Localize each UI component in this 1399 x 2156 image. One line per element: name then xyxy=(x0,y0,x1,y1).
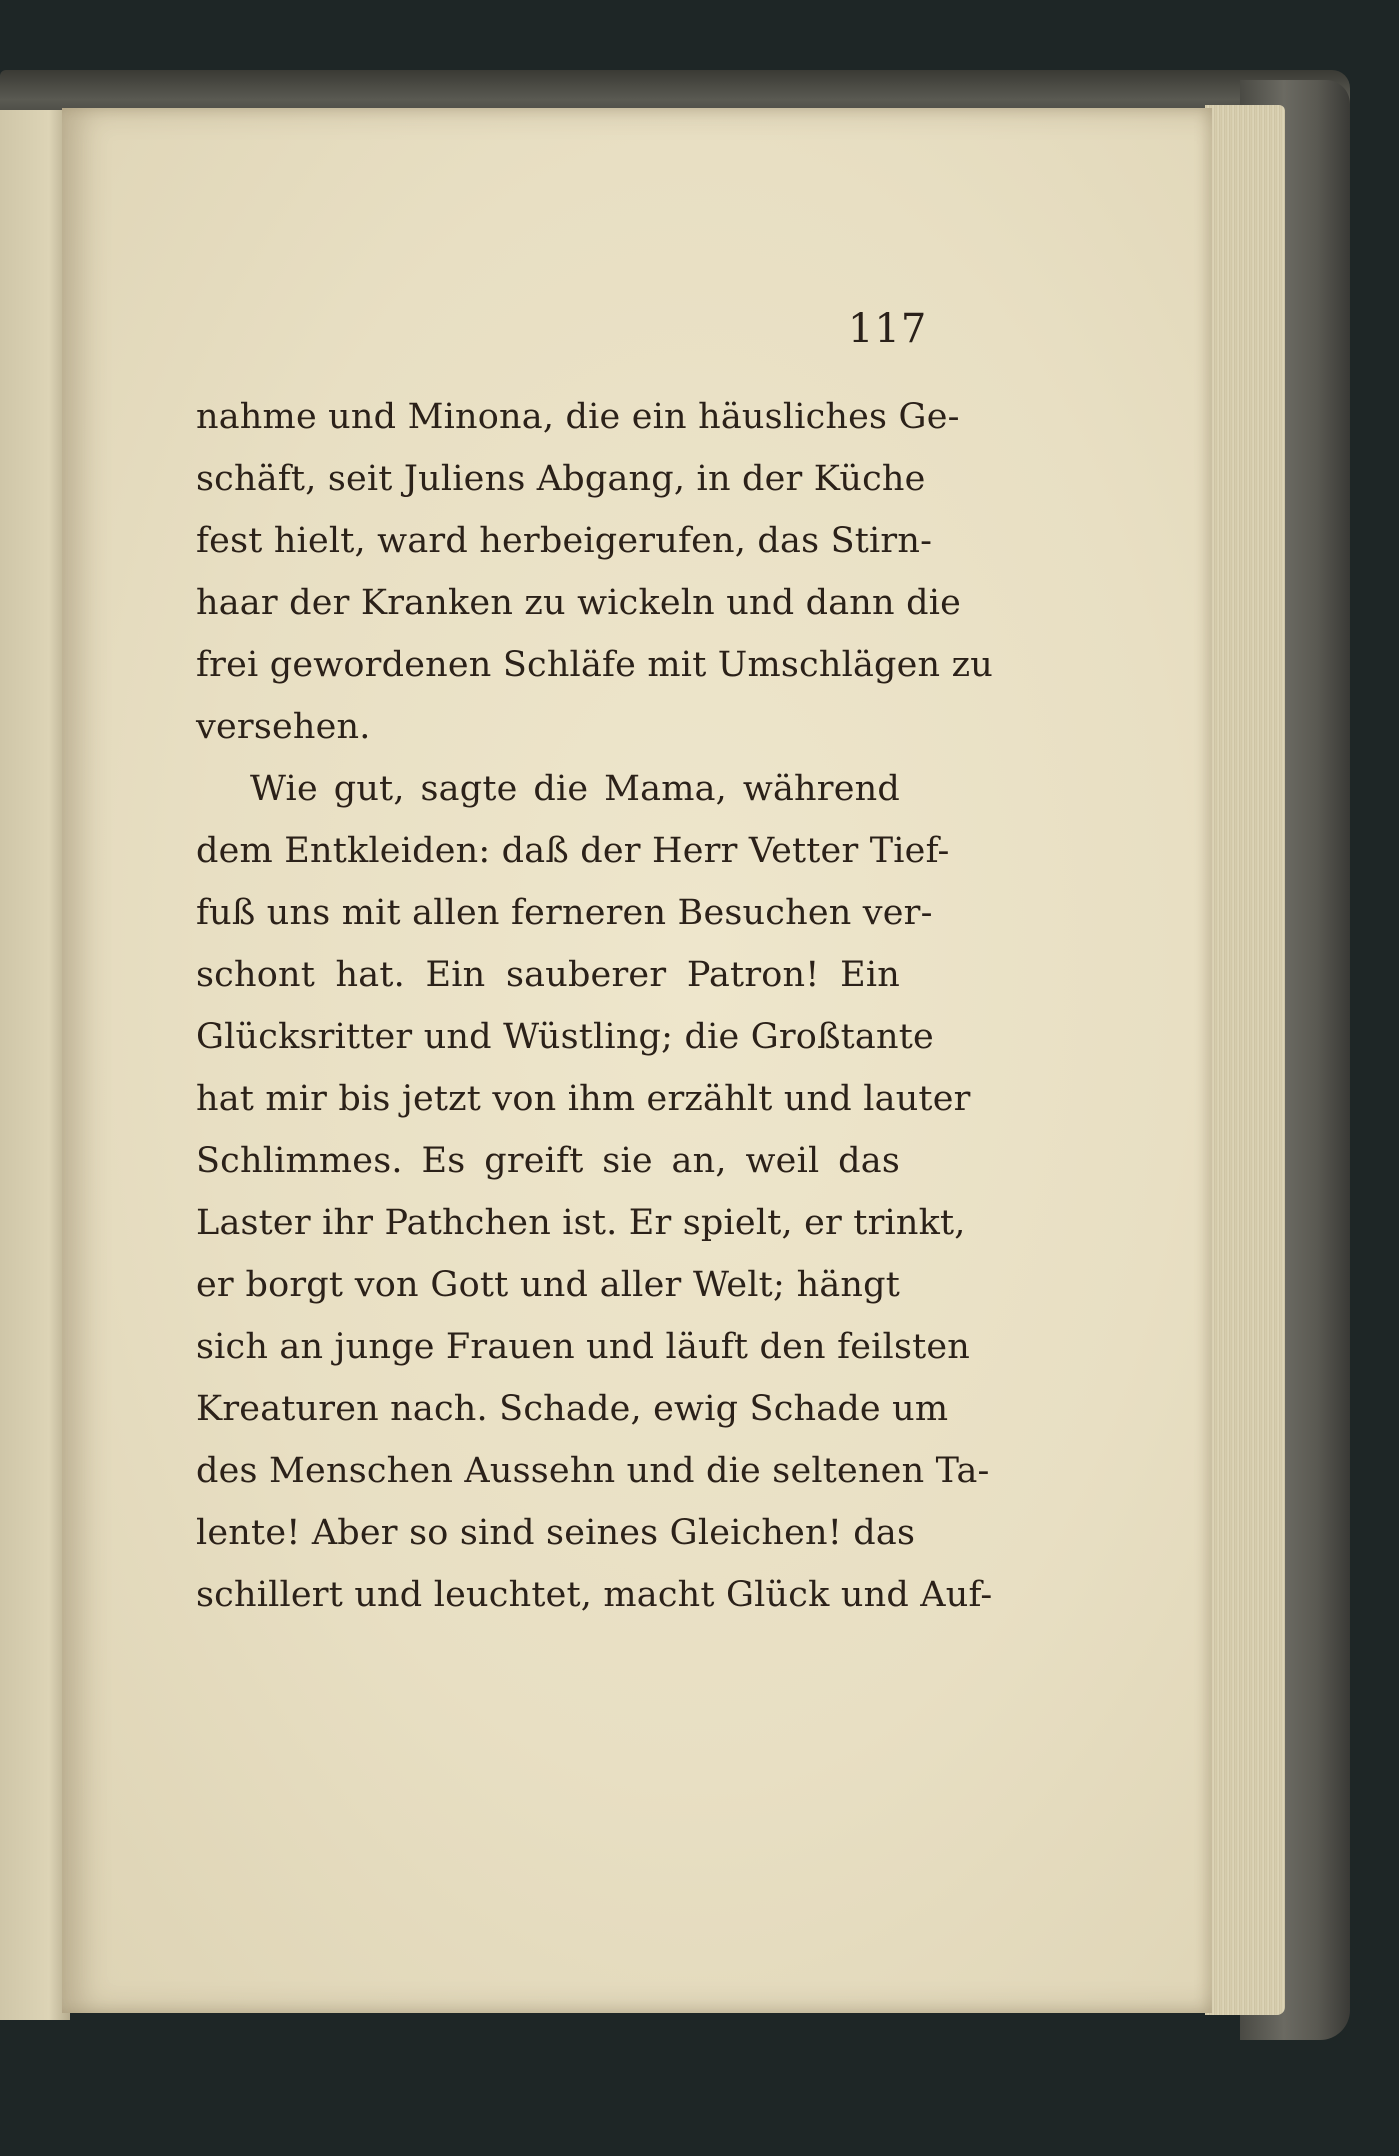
text-line: dem Entkleiden: daß der Herr Vetter Tief- xyxy=(196,831,950,871)
page-number: 117 xyxy=(848,306,928,352)
text-line: hat mir bis jetzt von ihm erzählt und lauter xyxy=(196,1079,971,1119)
text-line: nahme und Minona, die ein häusliches Ge- xyxy=(196,397,960,437)
text-line: schäft, seit Juliens Abgang, in der Küche xyxy=(196,459,926,499)
text-line: sich an junge Frauen und läuft den feilsten xyxy=(196,1327,971,1367)
text-line: Laster ihr Pathchen ist. Er spielt, er trinkt, xyxy=(196,1203,966,1243)
previous-page-edge xyxy=(0,110,70,2020)
paragraph-1 xyxy=(196,386,993,758)
text-line: schont hat. Ein sauberer Patron! Ein xyxy=(196,955,900,995)
text-line: des Menschen Aussehn und die seltenen Ta- xyxy=(196,1451,990,1491)
text-line: Schlimmes. Es greift sie an, weil das xyxy=(196,1141,900,1181)
text-line: er borgt von Gott und aller Welt; hängt xyxy=(196,1265,900,1305)
text-line: versehen. xyxy=(196,707,371,747)
text-line: haar der Kranken zu wickeln und dann die xyxy=(196,583,962,623)
text-line: schillert und leuchtet, macht Glück und Auf- xyxy=(196,1575,993,1615)
paragraph-2 xyxy=(196,758,993,1626)
page-edges xyxy=(1205,105,1285,2015)
text-line: lente! Aber so sind seines Gleichen! das xyxy=(196,1513,916,1553)
text-line: fest hielt, ward herbeigerufen, das Stirn- xyxy=(196,521,933,561)
text-line: Kreaturen nach. Schade, ewig Schade um xyxy=(196,1389,949,1429)
body-text xyxy=(196,386,993,1626)
text-line: frei gewordenen Schläfe mit Umschlägen zu xyxy=(196,645,993,685)
text-line: Glücksritter und Wüstling; die Großtante xyxy=(196,1017,934,1057)
text-line: Wie gut, sagte die Mama, während xyxy=(250,769,900,809)
text-line: fuß uns mit allen ferneren Besuchen ver- xyxy=(196,893,933,933)
